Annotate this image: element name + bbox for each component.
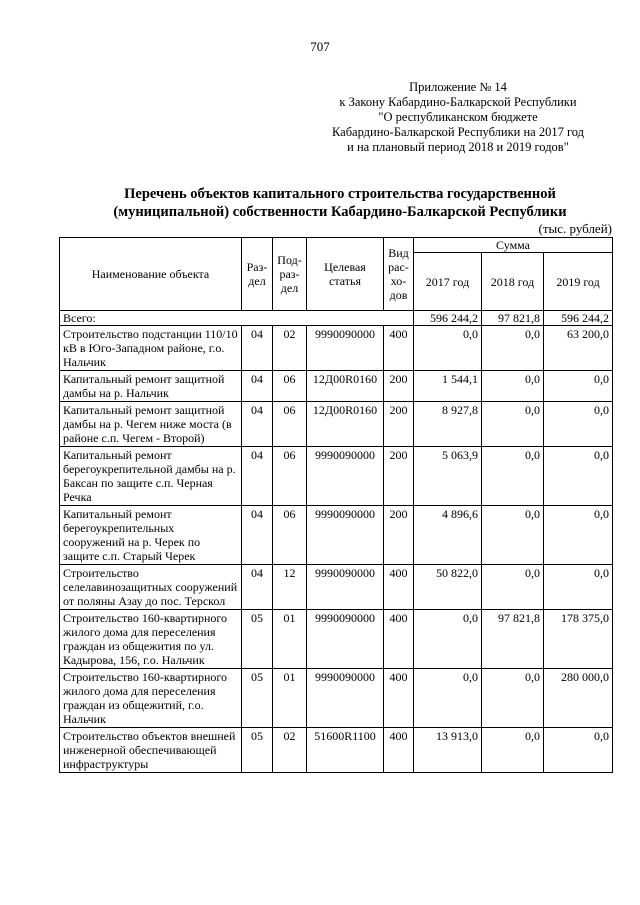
cell-statya: 12Д00R0160 [307, 371, 384, 402]
document-title [60, 185, 620, 221]
cell-v2018: 0,0 [482, 669, 544, 728]
cell-v2019: 0,0 [544, 565, 613, 610]
cell-razdel: 05 [242, 728, 273, 773]
cell-v2018: 0,0 [482, 447, 544, 506]
cell-razdel: 04 [242, 402, 273, 447]
cell-podrazdel: 02 [273, 728, 307, 773]
page-number: 707 [310, 39, 330, 54]
header-podrazdel: Под-раз-дел [273, 238, 307, 311]
cell-v2017: 4 896,6 [414, 506, 482, 565]
header-name: Наименование объекта [60, 238, 242, 311]
cell-podrazdel: 06 [273, 447, 307, 506]
cell-razdel: 04 [242, 371, 273, 402]
cell-vid: 200 [384, 371, 414, 402]
cell-podrazdel: 01 [273, 610, 307, 669]
header-statya: Целевая статья [307, 238, 384, 311]
cell-statya: 51600R1100 [307, 728, 384, 773]
cell-v2019: 280 000,0 [544, 669, 613, 728]
cell-v2019: 0,0 [544, 447, 613, 506]
header-2018: 2018 год [482, 253, 544, 311]
cell-statya: 9990090000 [307, 565, 384, 610]
cell-statya: 9990090000 [307, 610, 384, 669]
cell-v2018: 0,0 [482, 565, 544, 610]
appendix-header [308, 80, 608, 155]
total-2019: 596 244,2 [544, 311, 613, 326]
cell-name: Строительство объектов внешней инженерной обеспечивающей инфраструктуры [60, 728, 242, 773]
header-2017: 2017 год [414, 253, 482, 311]
table-row [60, 371, 613, 402]
table-row [60, 669, 613, 728]
budget-table [59, 237, 613, 773]
cell-name: Строительство селелавинозащитных сооружений от поляны Азау до пос. Терскол [60, 565, 242, 610]
appendix-line: и на плановый период 2018 и 2019 годов" [347, 140, 569, 154]
cell-vid: 200 [384, 402, 414, 447]
cell-v2017: 8 927,8 [414, 402, 482, 447]
cell-name: Капитальный ремонт защитной дамбы на р. Чегем ниже моста (в районе с.п. Чегем - Второй) [60, 402, 242, 447]
appendix-line: Приложение № 14 [409, 80, 507, 94]
cell-razdel: 04 [242, 326, 273, 371]
header-summa: Сумма [414, 238, 613, 253]
cell-podrazdel: 06 [273, 371, 307, 402]
cell-name: Строительство подстанции 110/10 кВ в Юго-Западном районе, г.о. Нальчик [60, 326, 242, 371]
table-row [60, 565, 613, 610]
cell-v2018: 0,0 [482, 402, 544, 447]
table-row [60, 447, 613, 506]
cell-name: Строительство 160-квартирного жилого дома для переселения граждан из общежитий, г.о. Нальчик [60, 669, 242, 728]
cell-v2019: 178 375,0 [544, 610, 613, 669]
cell-v2019: 63 200,0 [544, 326, 613, 371]
appendix-line: "О республиканском бюджете [378, 110, 538, 124]
cell-vid: 200 [384, 506, 414, 565]
header-vid: Вид рас-хо-дов [384, 238, 414, 311]
total-row [60, 311, 613, 326]
cell-v2017: 0,0 [414, 326, 482, 371]
cell-statya: 9990090000 [307, 326, 384, 371]
cell-name: Капитальный ремонт защитной дамбы на р. Нальчик [60, 371, 242, 402]
table-row [60, 610, 613, 669]
cell-name: Капитальный ремонт берегоукрепительных сооружений на р. Черек по защите с.п. Старый Черек [60, 506, 242, 565]
cell-razdel: 05 [242, 610, 273, 669]
cell-razdel: 04 [242, 506, 273, 565]
units-note: (тыс. рублей) [538, 221, 612, 236]
cell-vid: 200 [384, 447, 414, 506]
cell-v2017: 5 063,9 [414, 447, 482, 506]
cell-statya: 9990090000 [307, 447, 384, 506]
cell-vid: 400 [384, 728, 414, 773]
cell-vid: 400 [384, 565, 414, 610]
cell-v2017: 50 822,0 [414, 565, 482, 610]
cell-statya: 12Д00R0160 [307, 402, 384, 447]
cell-v2018: 0,0 [482, 506, 544, 565]
title-line: Перечень объектов капитального строительства государственной [124, 186, 556, 202]
cell-name: Строительство 160-квартирного жилого дома для переселения граждан из общежития по ул. Кадырова, 156, г.о. Нальчик [60, 610, 242, 669]
cell-v2019: 0,0 [544, 371, 613, 402]
cell-v2017: 1 544,1 [414, 371, 482, 402]
cell-v2017: 0,0 [414, 610, 482, 669]
cell-razdel: 04 [242, 447, 273, 506]
table-row [60, 326, 613, 371]
cell-v2018: 0,0 [482, 326, 544, 371]
cell-podrazdel: 06 [273, 402, 307, 447]
cell-v2018: 97 821,8 [482, 610, 544, 669]
cell-v2018: 0,0 [482, 371, 544, 402]
appendix-line: к Закону Кабардино-Балкарской Республики [339, 95, 577, 109]
cell-v2019: 0,0 [544, 402, 613, 447]
total-2018: 97 821,8 [482, 311, 544, 326]
cell-v2017: 0,0 [414, 669, 482, 728]
table-row [60, 728, 613, 773]
total-2017: 596 244,2 [414, 311, 482, 326]
cell-v2017: 13 913,0 [414, 728, 482, 773]
cell-podrazdel: 01 [273, 669, 307, 728]
table-row [60, 402, 613, 447]
cell-vid: 400 [384, 326, 414, 371]
cell-vid: 400 [384, 610, 414, 669]
header-razdel: Раз-дел [242, 238, 273, 311]
cell-name: Капитальный ремонт берегоукрепительной дамбы на р. Баксан по защите с.п. Черная Речка [60, 447, 242, 506]
appendix-line: Кабардино-Балкарской Республики на 2017 год [331, 125, 585, 139]
cell-razdel: 05 [242, 669, 273, 728]
cell-v2018: 0,0 [482, 728, 544, 773]
total-label: Всего: [60, 311, 414, 326]
title-line: (муниципальной) собственности Кабардино-Балкарской Республики [113, 204, 567, 220]
cell-v2019: 0,0 [544, 506, 613, 565]
cell-v2019: 0,0 [544, 728, 613, 773]
cell-podrazdel: 12 [273, 565, 307, 610]
header-2019: 2019 год [544, 253, 613, 311]
cell-vid: 400 [384, 669, 414, 728]
cell-podrazdel: 02 [273, 326, 307, 371]
table-row [60, 506, 613, 565]
cell-podrazdel: 06 [273, 506, 307, 565]
cell-razdel: 04 [242, 565, 273, 610]
cell-statya: 9990090000 [307, 669, 384, 728]
cell-statya: 9990090000 [307, 506, 384, 565]
